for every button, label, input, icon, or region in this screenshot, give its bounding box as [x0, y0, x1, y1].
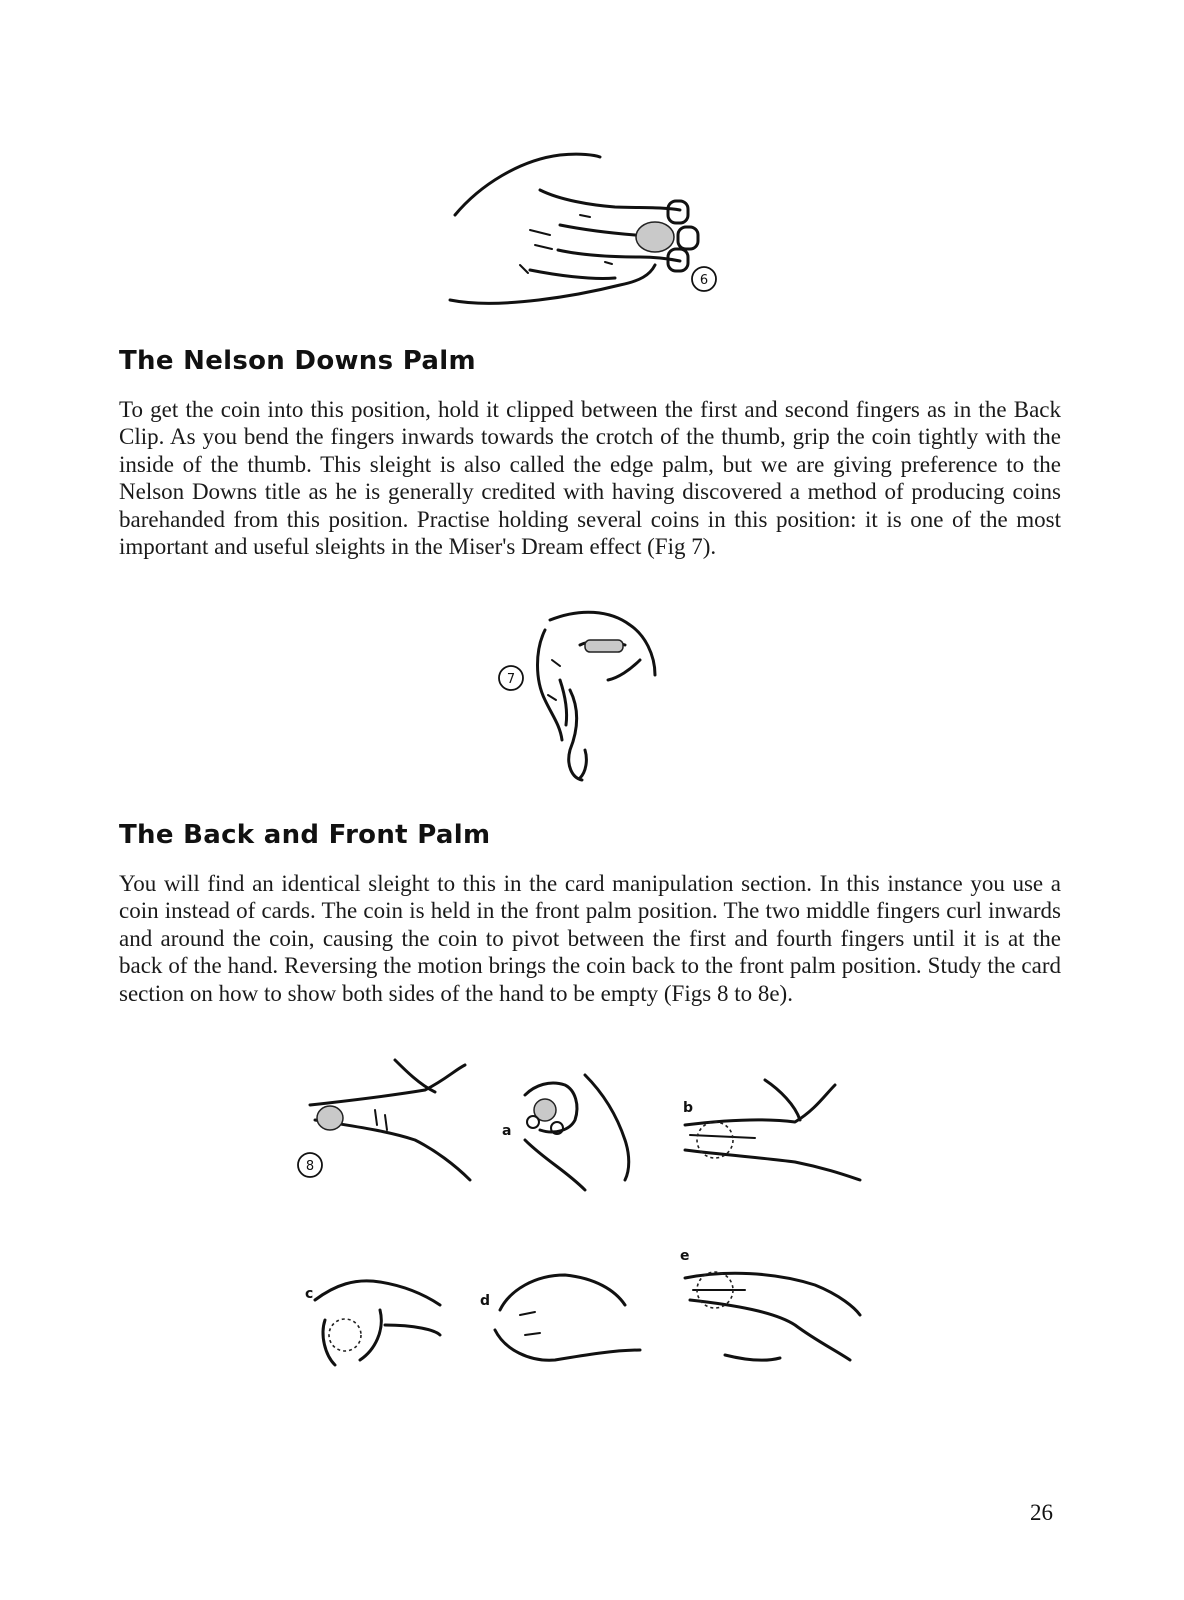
- figure-6-back-clip-hand: [440, 145, 730, 315]
- coin: [585, 640, 623, 652]
- figure-8e-panel-hand: [680, 1248, 860, 1360]
- figure-8d-panel-hand: [480, 1275, 640, 1360]
- svg-text:8: 8: [305, 1159, 315, 1174]
- figure-8b-panel-hand: [683, 1080, 860, 1180]
- svg-text:d: d: [480, 1293, 491, 1309]
- section-body-back-and-front-palm: You will find an identical sleight to this in the card manipulation section. In this instance you use a coin instead of cards. The coin is held in the front palm position. The two middle fingers curl inwards and around the coin, causing the coin to pivot between the first and fourth fingers until it is at the back of the hand. Reversing the motion brings the coin back to the front palm position. Study the card section on how to show both sides of the hand to be empty (Figs 8 to 8e).: [119, 871, 1061, 1006]
- svg-text:6: 6: [699, 273, 709, 288]
- page-number: 26: [1030, 1500, 1053, 1525]
- svg-text:b: b: [683, 1100, 694, 1116]
- figure-8-back-front-palm-sequence: [295, 1050, 865, 1390]
- coin: [317, 1106, 343, 1130]
- figure-number-badge: [499, 666, 523, 690]
- figure-7-nelson-downs-palm-hand: [490, 600, 675, 790]
- svg-text:c: c: [305, 1286, 314, 1302]
- figure-8c-panel-hand: [305, 1281, 440, 1365]
- figure-number-badge: [298, 1153, 322, 1177]
- svg-text:a: a: [502, 1123, 512, 1139]
- svg-text:7: 7: [506, 672, 516, 687]
- coin: [636, 222, 674, 252]
- figure-8a-panel-hand: [502, 1075, 629, 1190]
- section-body-nelson-downs-palm: To get the coin into this position, hold it clipped between the first and second fingers as in the Back Clip. As you bend the fingers inwards towards the crotch of the thumb, grip the coin tightly with the inside of the thumb. This sleight is also called the edge palm, but we are giving preference to the Nelson Downs title as he is generally credited with having discovered a method of producing coins barehanded from this position. Practise holding several coins in this position: it is one of the most important and useful sleights in the Miser's Dream effect (Fig 7).: [119, 397, 1061, 560]
- svg-text:e: e: [680, 1248, 690, 1264]
- figure-8-panel-hand: [298, 1060, 470, 1180]
- section-heading-back-and-front-palm: The Back and Front Palm: [119, 820, 491, 850]
- figure-number-badge: [692, 267, 716, 291]
- section-heading-nelson-downs-palm: The Nelson Downs Palm: [119, 346, 476, 376]
- hand-drawing: [538, 612, 656, 780]
